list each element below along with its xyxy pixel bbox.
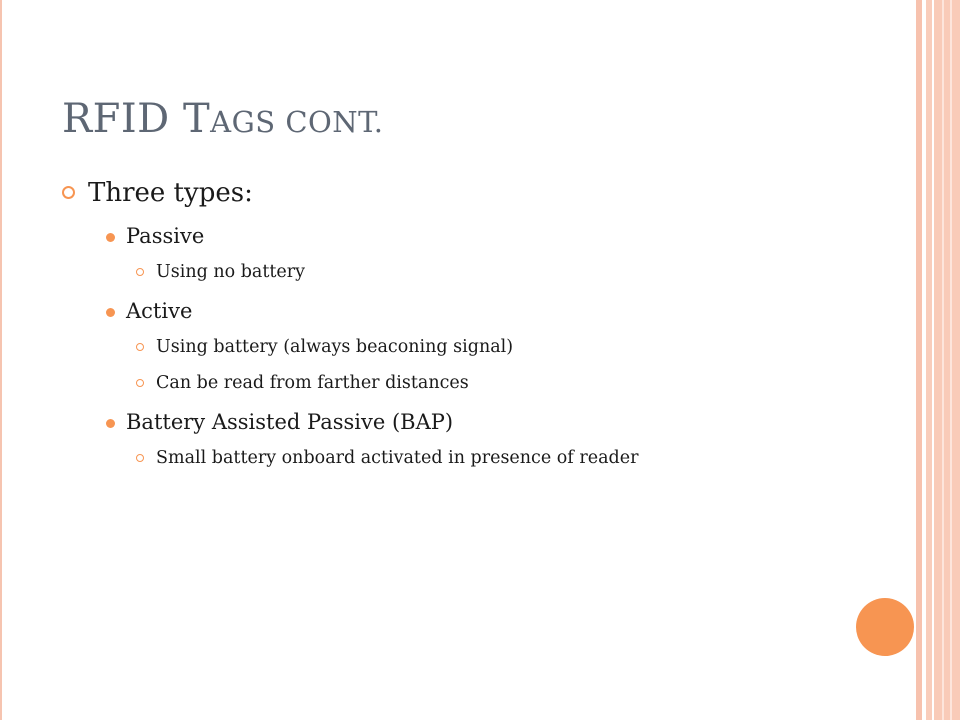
ring-bullet-icon bbox=[62, 186, 75, 199]
ring-bullet-icon bbox=[136, 343, 144, 351]
ring-bullet-icon bbox=[136, 454, 144, 462]
dot-bullet-icon bbox=[106, 419, 115, 428]
ring-bullet-icon bbox=[136, 379, 144, 387]
decorative-stripe-line bbox=[942, 0, 944, 720]
dot-bullet-icon bbox=[106, 233, 115, 242]
dot-bullet-icon bbox=[106, 308, 115, 317]
decorative-stripe-line bbox=[950, 0, 952, 720]
title-main: RFID T bbox=[62, 96, 211, 142]
bullet-level3: Using no battery bbox=[156, 262, 306, 282]
bullet-level2-active: Active bbox=[126, 299, 193, 323]
bullet-level2-passive: Passive bbox=[126, 224, 205, 248]
bullet-level3: Using battery (always beaconing signal) bbox=[156, 337, 514, 357]
bullet-level3: Small battery onboard activated in presence of reader bbox=[156, 448, 639, 468]
bullet-level2-bap: Battery Assisted Passive (BAP) bbox=[126, 410, 454, 434]
bullet-level3: Can be read from farther distances bbox=[156, 373, 469, 393]
decorative-stripe-wide bbox=[934, 0, 960, 720]
left-border-line bbox=[0, 0, 2, 720]
bullet-level1: Three types: bbox=[88, 178, 253, 208]
title-smallcaps: AGS CONT. bbox=[210, 105, 384, 139]
orange-circle-decoration bbox=[856, 598, 914, 656]
slide-title bbox=[62, 96, 383, 142]
ring-bullet-icon bbox=[136, 268, 144, 276]
